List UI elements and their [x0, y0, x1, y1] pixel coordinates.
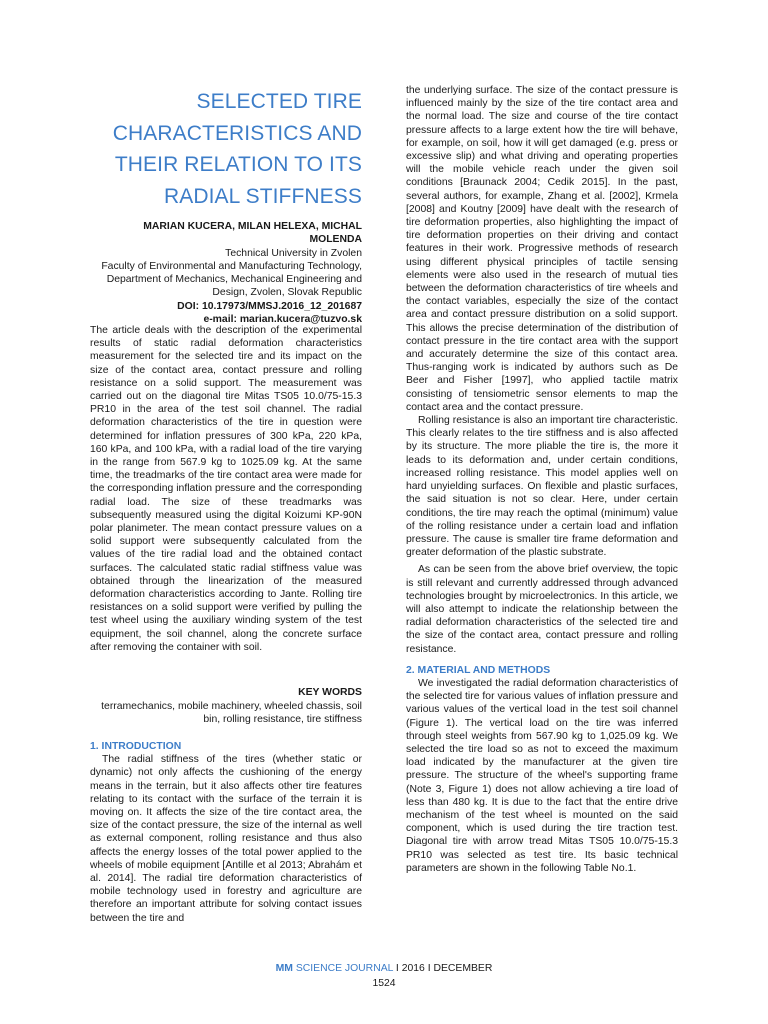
paragraph-overview: As can be seen from the above brief overview, the topic is still relevant and currently addressed through advanced technologies brought by microelectronics. In this article, we will also attempt to indicate the relationship between the radial deformation characteristics of the selected tire and the size of the contact area, contact pressure and rolling resistance. [406, 564, 678, 655]
abstract [90, 324, 362, 654]
paragraph-contact-pressure: the underlying surface. The size of the contact pressure is influenced mainly by the size of the tire contact area and the normal load. The size and course of the tire contact pressure affects to a large extent how the tire will behave, for example, on soil, how it will get damaged (e.g. press or excessive slip) and what driving and operating properties will the mobile vehicle reach under the given soil conditions [Braunack 2004; Cedik 2015]. In the past, several authors, for example, Zhang et al. [2002], Krmela [2008] and Koutny [2009] have dealt with the research of tire deformation properties, also highlighting the impact of tire deformation properties on their driving and contact features in their work. Progressive methods of research using different physical principles of tactile sensing elements were also used in the research of mutual ties between the deformation characteristics of tire wheels and the contact variables, especially the size of the contact area and contact pressure distribution on a solid support. This allows the precise determination of the distribution of contact pressure in the tire contact area with the support and accurately determine the size of this contact area. Thus-ranging work is indicated by authors such as De Beer and Fisher [1997], who applied tactile matrix consisting of tensiometric sensor elements to map the contact area and the contact pressure. [406, 85, 678, 413]
paragraph-rolling-resistance: Rolling resistance is also an important tire characteristic. This clearly relates to the tire stiffness and is also affected by its structure. The more pliable the tire is, the more it leads to its deformation and, under certain conditions, increased rolling resistance. This model applies well on hard unyielding surfaces. On flexible and plastic surfaces, the said situation is not so clear. Here, under certain conditions, the tire may reach the optimal (minimum) value of the rolling resistance under a certain load and inflation pressure. The cause is smaller tire frame deformation and greater deformation of the plastic substrate. [406, 415, 678, 559]
journal-logo-mm: MM [275, 963, 293, 974]
page-footer [0, 962, 768, 991]
paper-title: SELECTED TIRE CHARACTERISTICS AND THEIR RELATION TO ITS RADIAL STIFFNESS [112, 90, 362, 208]
affiliation-university: Technical University in Zvolen [225, 247, 362, 259]
author-block [90, 220, 362, 326]
affiliation-department: Faculty of Environmental and Manufacturing Technology, Department of Mechanics, Mechanical Engineering and Design, Zvolen, Slovak Republic [101, 260, 362, 299]
journal-name: SCIENCE JOURNAL [295, 963, 394, 974]
section-heading-material-methods: 2. MATERIAL AND METHODS [406, 664, 551, 676]
section-heading-introduction: 1. INTRODUCTION [90, 741, 182, 752]
right-column [406, 84, 678, 875]
introduction-section [90, 740, 362, 925]
journal-issue: I 2016 I DECEMBER [395, 963, 493, 974]
doi: DOI: 10.17973/MMSJ.2016_12_201687 [177, 300, 362, 312]
abstract-text: The article deals with the description of the experimental results of static radial deformation characteristics measurement for the selected tire and its impact on the size of the contact area, contact pressure and rolling resistance on a solid support. The measurement was carried out on the diagonal tire Mitas TS05 10.0/75-15.3 PR10 in the area of the test soil channel. The radial deformation characteristics of the tire in question were determined for inflation pressures of 300 kPa, 220 kPa, 160 kPa, and 100 kPa, with a radial load of the tire varying in the range from 567.9 kg to 1025.09 kg. At the same time, the treadmarks of the tire contact area were made for the corresponding inflation pressure and the corresponding radial load. The size of these treadmarks was subsequently measured using the digital Koizumi KP-90N polar planimeter. The mean contact pressure values on a solid support were subsequently calculated from the values of the tire radial load and the obtained contact surfaces. The calculated static radial stiffness value was obtained through the linearization of the measured deformation characteristics according to Jante. Rolling tire resistances on a solid support were verified by pulling the test wheel using the auxiliary winding system of the test equipment, the soil channel, along the concrete surface after removing the container with soil. [90, 325, 362, 653]
page-number: 1524 [372, 978, 396, 989]
author-names: MARIAN KUCERA, MILAN HELEXA, MICHAL MOLENDA [143, 221, 362, 246]
keywords-heading: KEY WORDS [298, 687, 362, 698]
email: e-mail: marian.kucera@tuzvo.sk [203, 314, 362, 326]
paragraph-methods: We investigated the radial deformation characteristics of the selected tire for various values of inflation pressure and various values of the vertical load in the test soil channel (Figure 1). The vertical load on the tire was inferred through steel weights from 567.90 kg to 1,025.09 kg. We selected the tire load so as not to exceed the maximum load indicated by the manufacturer at the given tire pressure. The structure of the wheel's supporting frame (Note 3, Figure 1) does not allow achieving a tire load of less than 480 kg. It is due to the fact that the entire drive mechanism of the test wheel is mounted on the said component, which is used during the tire traction test. Diagonal tire with arrow tread Mitas TS05 10.0/75-15.3 PR10 was selected as test tire. Its basic technical parameters are shown in the following Table No.1. [406, 677, 678, 874]
introduction-text: The radial stiffness of the tires (whether static or dynamic) not only affects the cushioning of the energy means in the terrain, but it also affects other tire features relating to its contact with the surface of the terrain it is moving on. It affects the size of the tire contact area, the size of the contact pressure, the size of the internal as well as external component, rolling resistance and thus also affects the energy losses of the total power applied to the wheels of mobile equipment [Antille et al 2013; Abrahám et al. 2014]. The radial tire deformation characteristics of mobile technology used in forestry and agriculture are therefore an important attribute for solving contact issues between the tire and [90, 754, 362, 924]
keywords-text: terramechanics, mobile machinery, wheeled chassis, soil bin, rolling resistance, tire stiffness [101, 701, 362, 726]
